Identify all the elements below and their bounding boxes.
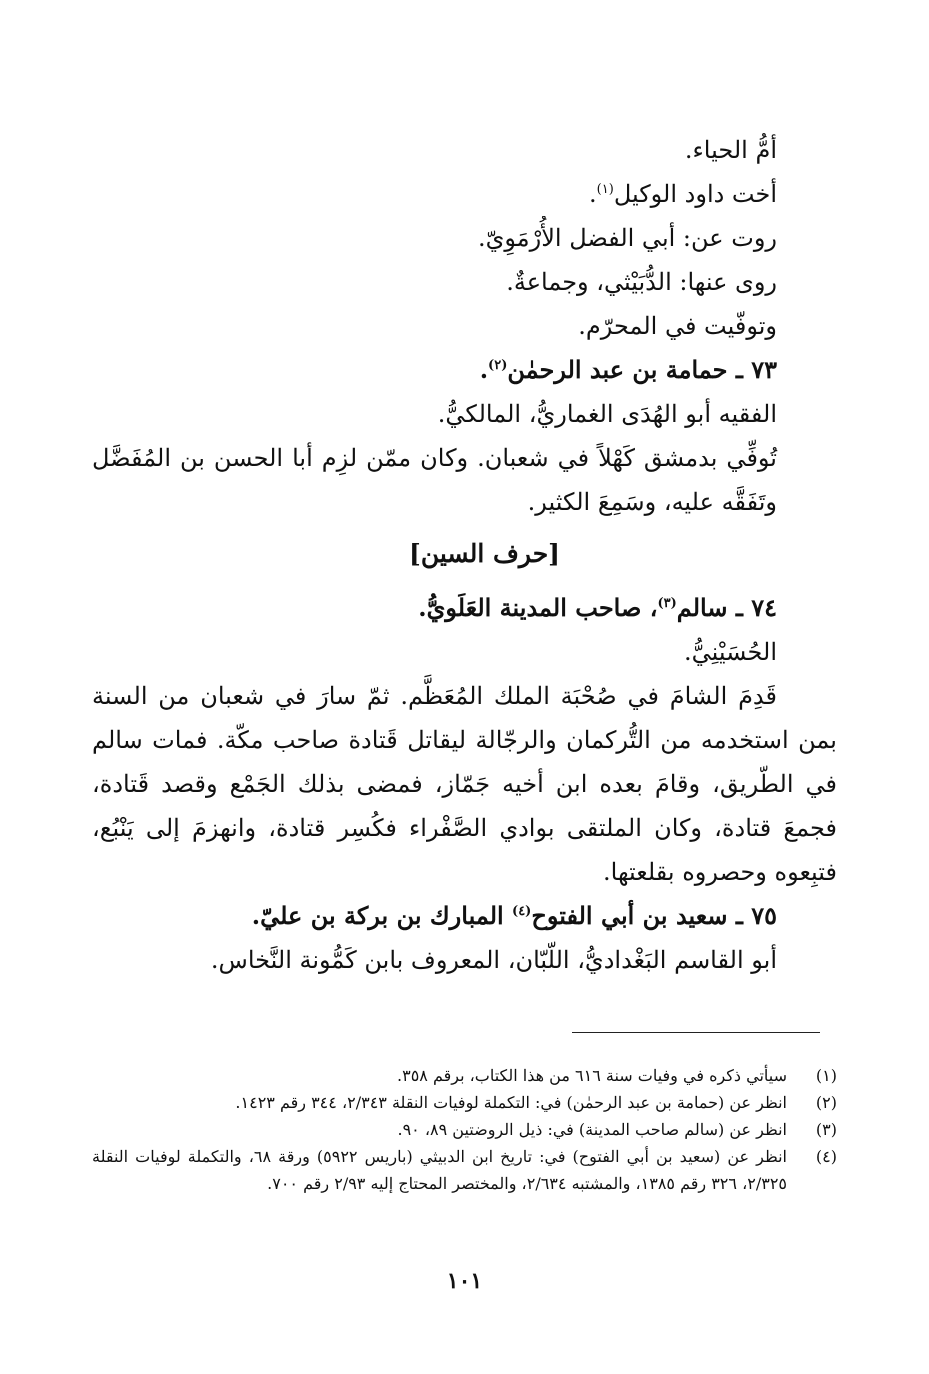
entry-line [92,172,837,216]
footnote-item [92,1143,837,1197]
entry-heading-end: . [479,355,489,384]
entry-paragraph: تُوفِّي بدمشق كَهْلاً في شعبان. وكان ممّن لزِم أبا الحسن بن المُفَضَّل وتَفَقَّه عليه، وسَمِعَ الكثير. [92,444,777,516]
entry-line-end: . [589,180,597,208]
entry-heading-text: ٧٤ ـ سالم [676,593,777,622]
entry-heading-text: ٧٥ ـ سعيد بن أبي الفتوح [531,901,777,930]
page-number: ١٠١ [446,1268,483,1294]
entry-line: الفقيه أبو الهُدَى الغماريُّ، المالكيُّ. [437,400,777,428]
entry-line-text: أخت داود الوكيل [613,180,777,208]
entry-paragraph: قَدِمَ الشامَ في صُحْبَة الملك المُعَظَّم. ثمّ سارَ في شعبان من السنة بمن استخدمه من التُّركمان والرجّالة ليقاتل قَتادة صاحب مكّة. فمات سالم في الطّريق، وقامَ بعده ابن أخيه جَمّاز، فمضى بذلك الجَمْع وقصد قَتادة، فجمعَ قتادة، وكان الملتقى بوادي الصَّفْراء فكُسِر قتادة، وانهزمَ إلى يَنْبُع، فتبِعوه وحصروه بقلعتها. [92,682,837,886]
footnote-item [92,1089,837,1116]
section-heading: [حرف السين] [409,539,560,568]
entry-heading-end: المبارك بن بركة بن عليّ. [251,901,513,930]
entry-heading [92,586,837,630]
entry-line: روى عنها: الدُّبَيْثي، وجماعةٌ. [506,268,777,296]
footnote-number: (٢) [815,1093,837,1112]
footnote-text: انظر عن (حمامة بن عبد الرحمٰن) في: التكملة لوفيات النقلة ٢/٣٤٣، ٣٤٤ رقم ١٤٢٣. [235,1093,787,1112]
entry-heading-end: ، صاحب المدينة العَلَويُّ. [418,593,658,622]
footnote-item [92,1116,837,1143]
entry-line: روت عن: أبي الفضل الأُرْمَوِيّ. [477,224,777,252]
entry-heading [92,894,837,938]
footnote-marker: (٢) [488,358,508,373]
footnote-text: انظر عن (سعيد بن أبي الفتوح) في: تاريخ ابن الدبيثي (باريس ٥٩٢٢) ورقة ٦٨، والتكملة لوفيات النقلة ٢/٣٢٥، ٣٢٦ رقم ١٣٨٥، والمشتبه ٢/٦٣٤، والمختصر المحتاج إليه ٢/٩٣ رقم ٧٠٠. [92,1147,787,1193]
footnotes [92,1062,837,1197]
footnote-number: (٤) [815,1147,837,1166]
footnote-marker: (٣) [657,596,677,611]
footnote-number: (٣) [815,1120,837,1139]
footnote-text: انظر عن (سالم صاحب المدينة) في: ذيل الروضتين ٨٩، ٩٠. [397,1120,787,1139]
footnote-marker: (٤) [512,904,532,919]
entry-heading-text: ٧٣ ـ حمامة بن عبد الرحمٰن [507,355,777,384]
entry-line: أمُّ الحياء. [684,136,777,164]
footnote-item [92,1062,837,1089]
main-text [92,128,837,982]
footnote-text: سيأتي ذكره في وفيات سنة ٦١٦ من هذا الكتاب، برقم ٣٥٨. [397,1066,787,1085]
footnote-separator [572,1032,820,1033]
entry-line: الحُسَيْنِيُّ. [684,638,777,666]
footnote-number: (١) [815,1066,837,1085]
footnote-marker: (١) [596,182,614,197]
entry-line: أبو القاسم البَغْداديُّ، اللّبّان، المعروف بابن كَمُّونة النَّخاس. [210,946,777,974]
entry-line: وتوفّيت في المحرّم. [578,312,777,340]
entry-heading [92,348,837,392]
